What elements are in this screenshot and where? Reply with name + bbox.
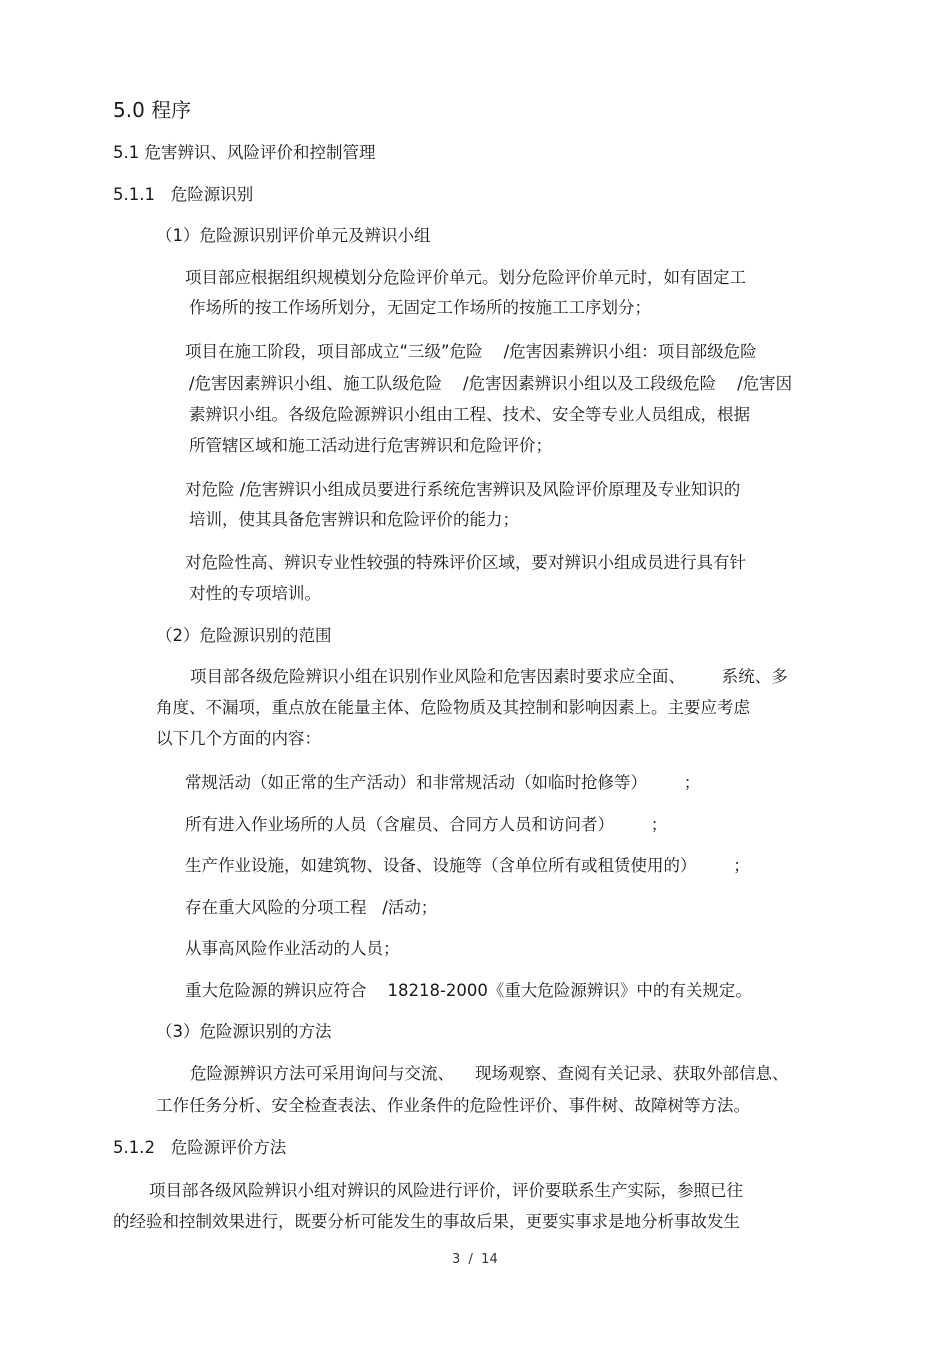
paragraph-line: 作场所的按工作场所划分，无固定工作场所的按施工工序划分；	[189, 298, 651, 317]
paragraph-line: 项目在施工阶段，项目部成立“三级”危险 /危害因素辨识小组：项目部级危险	[185, 342, 757, 361]
paragraph-line: 项目部各级风险辨识小组对辨识的风险进行评价，评价要联系生产实际，参照已往	[149, 1181, 743, 1200]
paragraph-line: 工作任务分析、安全检查表法、作业条件的危险性评价、事件树、故障树等方法。	[156, 1096, 750, 1115]
list-item: 所有进入作业场所的人员（含雇员、合同方人员和访问者） ；	[185, 815, 668, 834]
list-item: 常规活动（如正常的生产活动）和非常规活动（如临时抢修等） ；	[185, 773, 701, 792]
sub-heading-2: （2）危险源识别的范围	[156, 626, 332, 645]
paragraph-line: 的经验和控制效果进行，既要分析可能发生的事故后果，更要实事求是地分析事故发生	[113, 1212, 740, 1231]
paragraph-line: 所管辖区域和施工活动进行危害辨识和危险评价；	[189, 436, 552, 455]
section-heading-5-1: 5.1 危害辨识、风险评价和控制管理	[113, 143, 376, 162]
paragraph-line: 项目部各级危险辨识小组在识别作业风险和危害因素时要求应全面、 系统、多	[190, 667, 788, 686]
list-item: 存在重大风险的分项工程 /活动；	[185, 898, 438, 917]
section-heading-5-1-2: 5.1.2 危险源评价方法	[113, 1138, 287, 1157]
paragraph-line: 对危险 /危害辨识小组成员要进行系统危害辨识及风险评价原理及专业知识的	[185, 480, 741, 499]
list-item: 从事高风险作业活动的人员；	[185, 939, 400, 958]
list-item: 重大危险源的辨识应符合 18218-2000《重大危险源辨识》中的有关规定。	[185, 981, 752, 1000]
paragraph-line: 培训，使其具备危害辨识和危险评价的能力；	[189, 510, 519, 529]
paragraph-line: 项目部应根据组织规模划分危险评价单元。划分危险评价单元时，如有固定工	[185, 268, 746, 287]
paragraph-line: 对危险性高、辨识专业性较强的特殊评价区域，要对辨识小组成员进行具有针	[185, 553, 746, 572]
paragraph-line: 以下几个方面的内容：	[156, 729, 321, 748]
paragraph-line: 对性的专项培训。	[189, 584, 321, 603]
section-heading-5-1-1: 5.1.1 危险源识别	[113, 185, 254, 204]
list-item: 生产作业设施，如建筑物、设备、设施等（含单位所有或租赁使用的） ；	[185, 856, 750, 875]
section-heading-5-0: 5.0 程序	[113, 98, 192, 122]
paragraph-line: 角度、不漏项，重点放在能量主体、危险物质及其控制和影响因素上。主要应考虑	[156, 698, 750, 717]
paragraph-line: /危害因素辨识小组、施工队级危险 /危害因素辨识小组以及工段级危险 /危害因	[189, 374, 793, 393]
sub-heading-1: （1）危险源识别评价单元及辨识小组	[156, 226, 431, 245]
paragraph-line: 危险源辨识方法可采用询问与交流、 现场观察、查阅有关记录、获取外部信息、	[190, 1064, 789, 1083]
sub-heading-3: （3）危险源识别的方法	[156, 1022, 332, 1041]
page-number: 3 / 14	[452, 1252, 498, 1267]
paragraph-line: 素辨识小组。各级危险源辨识小组由工程、技术、安全等专业人员组成，根据	[189, 405, 750, 424]
